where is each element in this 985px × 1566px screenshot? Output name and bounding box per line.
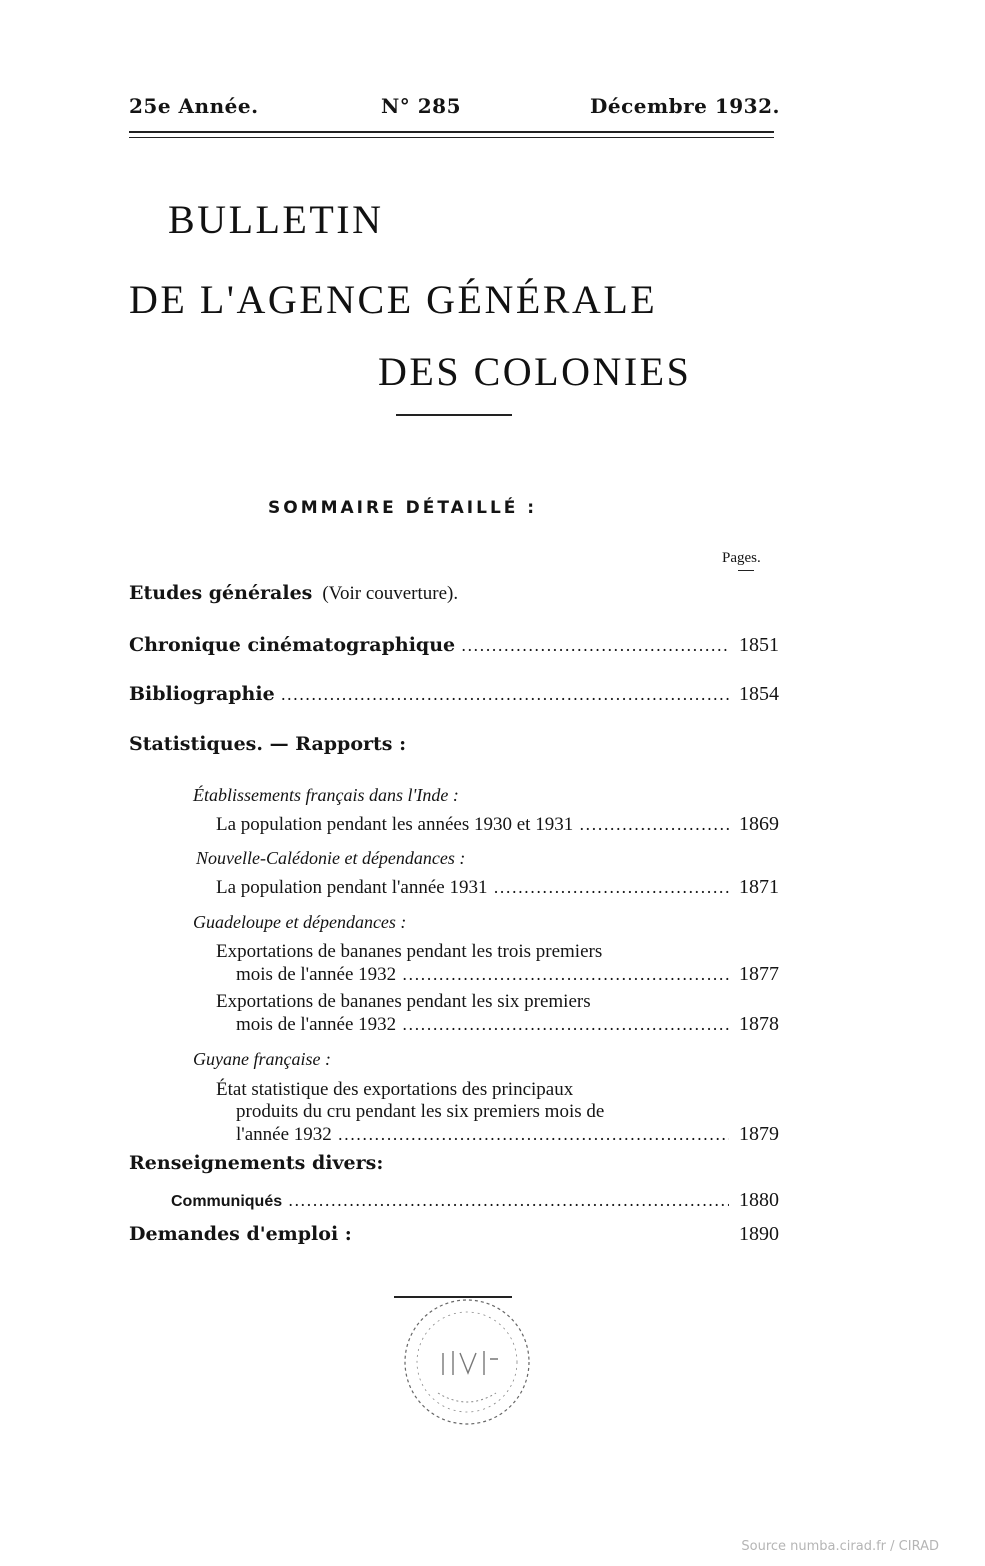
title-line-1: BULLETIN [168,197,384,242]
toc-renseignements-label: Renseignements divers: [129,1152,384,1174]
toc-etudes-label: Etudes générales [129,582,313,604]
leader-dots [402,965,729,984]
leader-dots [461,636,729,655]
toc-guadeloupe-region: Guadeloupe et dépendances : [193,912,407,932]
toc-guadeloupe-item1 [236,963,779,986]
toc-caledonie-item-label: La population pendant l'année 1931 [216,877,488,898]
pages-underline [738,570,754,571]
toc-communiques-label: Communiqués [171,1193,283,1210]
toc-bibliographie [129,683,779,706]
toc-demandes-label: Demandes d'emploi : [129,1223,352,1245]
toc-communiques-page: 1880 [739,1189,779,1211]
pages-label: Pages. [722,550,761,566]
toc-chronique-label: Chronique cinématographique [129,634,456,656]
toc-caledonie-item [216,876,779,899]
toc-inde-item [216,813,779,836]
toc-guyane-item-line2: produits du cru pendant les six premiers mois de [236,1101,605,1122]
toc-guadeloupe-item1-line2: mois de l'année 1932 [236,964,397,985]
toc-bibliographie-label: Bibliographie [129,683,275,705]
issue-year: 25e Année. [129,94,259,118]
toc-inde-page: 1869 [739,813,779,835]
header-rule-top [129,131,774,133]
toc-guyane-page: 1879 [739,1123,779,1145]
summary-heading: SOMMAIRE DÉTAILLÉ : [268,498,538,518]
toc-renseignements [129,1152,779,1174]
toc-guyane-item [236,1123,779,1146]
header-rule-bottom [129,137,774,138]
toc-guyane-region: Guyane française : [193,1049,331,1069]
toc-demandes-page: 1890 [739,1223,779,1245]
title-divider [396,414,512,416]
toc-guyane-item-line1: État statistique des exportations des principaux [216,1079,574,1100]
toc-guyane-item-line3: l'année 1932 [236,1124,332,1145]
toc-guadeloupe-item2 [236,1013,779,1036]
leader-dots [579,815,729,834]
leader-dots [493,878,729,897]
leader-dots [288,1191,729,1210]
title-line-2: DE L'AGENCE GÉNÉRALE [129,277,658,322]
library-stamp-icon [398,1293,536,1431]
toc-guadeloupe-item2-page: 1878 [739,1013,779,1035]
issue-date: Décembre 1932. [590,94,780,118]
toc-etudes-note: (Voir couverture). [322,583,459,604]
toc-communiques [171,1189,779,1212]
toc-inde-item-label: La population pendant les années 1930 et 1931 [216,814,574,835]
issue-number: N° 285 [381,94,461,118]
toc-etudes [129,582,779,605]
toc-caledonie-region: Nouvelle-Calédonie et dépendances : [196,848,466,868]
toc-inde-region: Établissements français dans l'Inde : [193,785,459,805]
toc-bibliographie-page: 1854 [739,683,779,705]
toc-guadeloupe-item2-line1: Exportations de bananes pendant les six premiers [216,991,591,1012]
leader-dots [281,685,729,704]
leader-dots [402,1015,729,1034]
toc-chronique [129,634,779,657]
title-line-3: DES COLONIES [378,349,692,394]
toc-caledonie-page: 1871 [739,876,779,898]
toc-statistiques [129,733,779,755]
toc-guadeloupe-item1-page: 1877 [739,963,779,985]
toc-guadeloupe-item2-line2: mois de l'année 1932 [236,1014,397,1035]
leader-dots [338,1125,729,1144]
toc-guadeloupe-item1-line1: Exportations de bananes pendant les trois premiers [216,941,603,962]
toc-statistiques-label: Statistiques. — Rapports : [129,733,407,755]
source-credit: Source numba.cirad.fr / CIRAD [741,1539,939,1554]
toc-demandes [129,1223,779,1246]
toc-chronique-page: 1851 [739,634,779,656]
